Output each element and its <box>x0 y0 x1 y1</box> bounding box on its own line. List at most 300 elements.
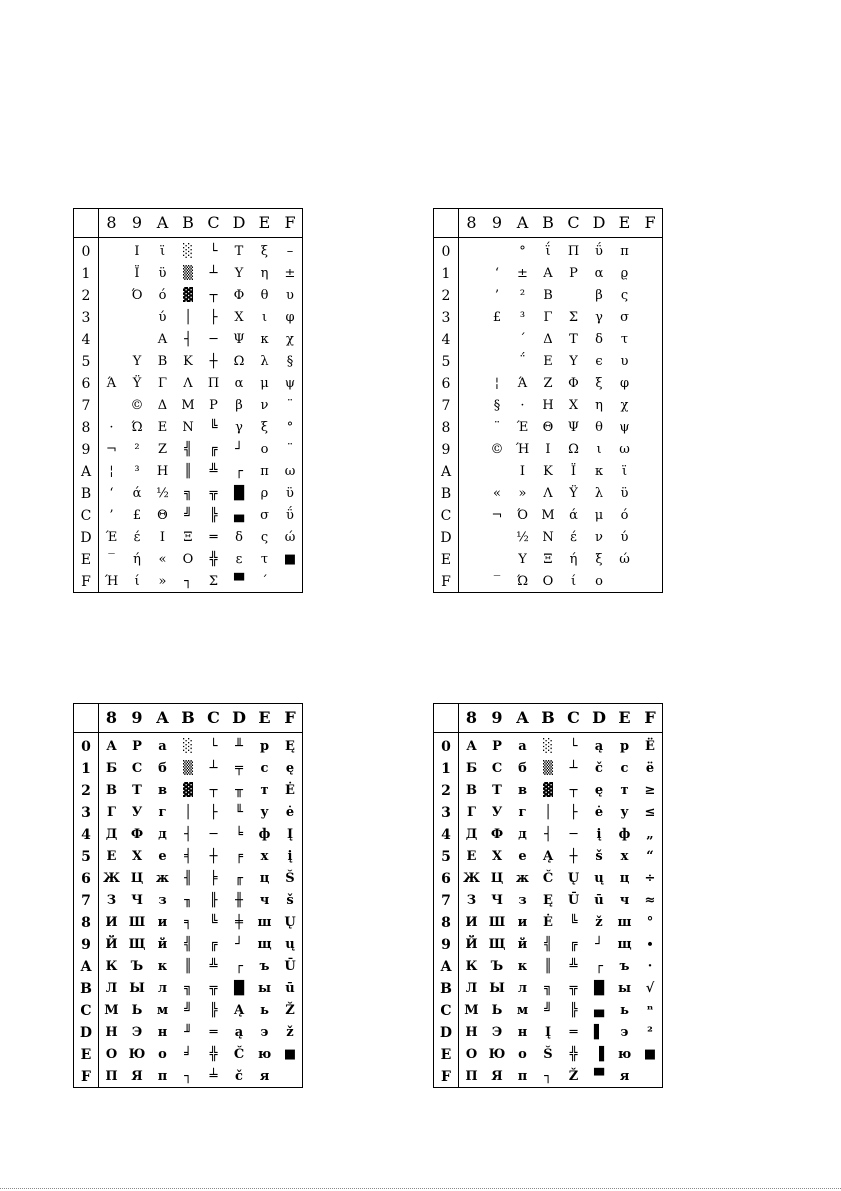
row-header: 1 <box>441 761 451 777</box>
char-cell: ▀ <box>234 574 244 589</box>
char-cell: š <box>286 893 294 908</box>
char-cell: Θ <box>157 508 168 523</box>
char-cell: π <box>260 464 269 479</box>
row-header: 6 <box>441 376 451 392</box>
char-cell: ╬ <box>569 1047 578 1062</box>
char-cell: ┤ <box>184 332 192 347</box>
char-cell: ▒ <box>183 266 193 281</box>
char-cell: ξ <box>595 376 603 391</box>
column-header: D <box>592 213 606 232</box>
page-bottom-rule <box>0 1188 841 1189</box>
char-cell: ° <box>646 915 654 930</box>
char-cell: в <box>517 783 528 798</box>
char-cell: Ф <box>490 827 504 842</box>
char-cell <box>459 395 484 417</box>
char-cell: Λ <box>543 486 553 501</box>
char-cell: κ <box>594 464 604 479</box>
char-cell: ╠ <box>209 1003 218 1018</box>
char-cell: И <box>465 915 478 930</box>
char-cell: ╝ <box>184 1003 192 1018</box>
char-cell: Й <box>105 937 118 952</box>
char-cell: Υ <box>234 266 244 281</box>
char-cell: · <box>520 398 525 413</box>
char-cell: δ <box>235 530 243 545</box>
char-cell: У <box>491 805 503 820</box>
char-cell: ο <box>260 442 269 457</box>
char-cell: ╔ <box>569 937 578 952</box>
char-cell: α <box>594 266 604 281</box>
char-cell: ę <box>594 783 604 798</box>
char-cell: Ξ <box>183 530 193 545</box>
char-cell: т <box>260 783 269 798</box>
char-cell: Μ <box>181 398 195 413</box>
char-cell: у <box>260 805 269 820</box>
char-cell: Б <box>105 761 118 776</box>
column-header: B <box>542 213 554 232</box>
char-cell <box>638 417 663 439</box>
char-cell: ÷ <box>644 871 656 886</box>
char-cell: Ε <box>543 354 553 369</box>
row-header: 0 <box>81 244 91 260</box>
char-cell: я <box>619 1069 630 1084</box>
char-cell: ž <box>286 1025 294 1040</box>
char-cell: З <box>106 893 117 908</box>
char-cell: Ч <box>491 893 503 908</box>
char-cell: δ <box>595 332 603 347</box>
char-cell: ┴ <box>209 266 218 281</box>
char-cell: Ν <box>182 420 194 435</box>
char-cell: с <box>260 761 269 776</box>
char-cell: έ <box>570 530 577 545</box>
char-cell: į <box>287 849 293 864</box>
char-cell: Τ <box>569 332 578 347</box>
row-header: 5 <box>441 849 451 865</box>
char-cell: ┐ <box>184 574 192 589</box>
char-cell: ι <box>261 310 268 325</box>
char-cell: ° <box>286 420 294 435</box>
char-cell: ╣ <box>184 442 192 457</box>
char-cell: « <box>158 552 167 567</box>
char-cell: Х <box>131 849 143 864</box>
row-header: A <box>80 959 92 975</box>
char-cell: С <box>131 761 143 776</box>
row-header: A <box>440 464 452 480</box>
char-cell: О <box>105 1047 118 1062</box>
char-cell <box>459 263 484 285</box>
char-cell: Μ <box>541 508 555 523</box>
char-cell: Н <box>105 1025 118 1040</box>
char-cell: Ц <box>130 871 144 886</box>
char-cell: Φ <box>233 288 245 303</box>
char-cell: г <box>158 805 167 820</box>
char-cell: Ώ <box>516 574 529 589</box>
char-cell: α <box>234 376 244 391</box>
char-cell <box>125 329 150 351</box>
char-cell <box>485 241 510 263</box>
char-cell: ╦ <box>209 486 218 501</box>
char-cell: ¬ <box>491 508 503 523</box>
char-cell: ░ <box>183 739 193 754</box>
char-cell: η <box>595 398 603 413</box>
char-cell: Ρ <box>209 398 218 413</box>
char-cell: ь <box>620 1003 629 1018</box>
row-header: B <box>440 486 452 502</box>
char-cell: Α <box>157 332 168 347</box>
char-cell: Ψ <box>567 420 580 435</box>
char-cell: ‾ <box>108 552 115 567</box>
char-cell: и <box>157 915 168 930</box>
char-cell: © <box>490 442 504 457</box>
row-header: E <box>440 1047 452 1063</box>
row-header: 9 <box>81 442 91 458</box>
char-cell: ά <box>132 486 142 501</box>
char-cell: щ <box>617 937 632 952</box>
char-cell: φ <box>619 376 630 391</box>
char-cell: П <box>105 1069 118 1084</box>
char-cell: М <box>104 1003 119 1018</box>
char-cell: ύ <box>158 310 167 325</box>
char-cell: о <box>518 1047 527 1062</box>
char-cell: К <box>105 959 118 974</box>
row-header: A <box>440 959 452 975</box>
row-header: F <box>441 574 451 590</box>
char-cell: ┼ <box>569 849 578 864</box>
char-cell: Ž <box>285 1003 295 1018</box>
char-cell: ⁿ <box>646 1003 654 1018</box>
row-header: F <box>441 1069 451 1085</box>
column-header: C <box>567 213 580 232</box>
char-cell: ╦ <box>569 981 578 996</box>
char-cell: ▄ <box>594 1003 604 1018</box>
char-cell: § <box>286 354 294 369</box>
column-header: E <box>618 708 631 727</box>
char-cell: М <box>464 1003 479 1018</box>
char-cell: О <box>465 1047 478 1062</box>
char-cell: Ρ <box>569 266 578 281</box>
char-cell: н <box>517 1025 528 1040</box>
char-cell <box>459 241 484 263</box>
char-cell: х <box>620 849 629 864</box>
char-cell: θ <box>595 420 603 435</box>
column-header: B <box>541 708 555 727</box>
char-cell: ╠ <box>209 508 218 523</box>
char-cell: Ο <box>542 574 554 589</box>
char-cell: ╖ <box>184 893 192 908</box>
char-cell: ’ <box>109 508 114 523</box>
char-cell: Δ <box>157 398 168 413</box>
char-cell: ‘ <box>109 486 114 501</box>
char-cell <box>459 461 484 483</box>
char-cell: ╔ <box>209 442 218 457</box>
char-cell: ┘ <box>595 937 603 952</box>
column-header: 9 <box>131 213 143 232</box>
char-cell: ¨ <box>493 420 501 435</box>
char-cell: « <box>493 486 501 501</box>
char-cell: λ <box>594 486 604 501</box>
char-cell: ╓ <box>235 871 243 886</box>
char-cell: š <box>595 849 603 864</box>
column-header: A <box>156 213 169 232</box>
char-cell: Ι <box>519 464 526 479</box>
char-cell: ū <box>285 981 295 996</box>
char-cell: ы <box>257 981 272 996</box>
char-cell <box>638 241 663 263</box>
char-cell: ‾ <box>493 574 501 589</box>
char-cell <box>459 549 484 571</box>
char-cell: У <box>131 805 143 820</box>
char-cell: х <box>260 849 269 864</box>
char-cell: Г <box>107 805 116 820</box>
char-cell <box>638 571 663 593</box>
char-cell: θ <box>260 288 269 303</box>
column-header: 8 <box>106 213 117 232</box>
char-cell <box>99 395 124 417</box>
char-cell: Κ <box>183 354 193 369</box>
column-header: C <box>207 708 220 727</box>
char-cell: ж <box>155 871 170 886</box>
char-cell: Ų <box>567 871 580 886</box>
char-cell: ║ <box>544 959 552 974</box>
char-cell: ο <box>595 574 603 589</box>
char-cell: ϋ <box>620 486 629 501</box>
row-header: F <box>81 574 91 590</box>
char-cell: ς <box>620 288 629 303</box>
char-cell: Ъ <box>130 959 144 974</box>
char-cell: ю <box>257 1047 272 1062</box>
char-cell: Ϊ <box>134 266 140 281</box>
char-cell: Τ <box>234 244 244 259</box>
char-cell: ≥ <box>644 783 656 798</box>
char-cell: ² <box>519 288 526 303</box>
char-cell: » <box>158 574 167 589</box>
char-cell: Š <box>285 871 295 886</box>
char-cell: Д <box>105 827 118 842</box>
char-cell: ω <box>619 442 630 457</box>
char-cell: ╚ <box>209 915 218 930</box>
char-cell <box>638 549 663 571</box>
char-cell: č <box>235 1069 243 1084</box>
char-cell: Ь <box>491 1003 503 1018</box>
char-cell: χ <box>620 398 629 413</box>
char-cell: Ν <box>542 530 554 545</box>
char-cell: л <box>157 981 168 996</box>
char-cell: Р <box>132 739 142 754</box>
char-cell: З <box>466 893 477 908</box>
column-header: F <box>284 213 296 232</box>
row-header: 9 <box>441 937 451 953</box>
char-cell: √ <box>645 981 655 996</box>
row-header: 2 <box>81 783 91 799</box>
row-header: 4 <box>441 332 451 348</box>
char-cell: Щ <box>128 937 146 952</box>
char-cell: ы <box>617 981 632 996</box>
char-cell <box>485 549 510 571</box>
char-cell: │ <box>184 805 192 820</box>
char-cell: ╣ <box>544 937 552 952</box>
char-cell: ч <box>259 893 270 908</box>
char-cell <box>638 395 663 417</box>
char-cell: Ж <box>462 871 481 886</box>
char-cell: ΰ <box>286 508 294 523</box>
char-cell: ь <box>260 1003 269 1018</box>
char-cell: Β <box>157 354 168 369</box>
char-cell <box>99 263 124 285</box>
char-cell: ┤ <box>184 827 192 842</box>
char-cell: ╔ <box>209 937 218 952</box>
char-cell: Η <box>156 464 169 479</box>
char-cell: ΰ <box>595 244 603 259</box>
char-cell: Х <box>491 849 503 864</box>
column-header: E <box>258 708 271 727</box>
row-header: 7 <box>81 893 91 909</box>
char-cell: ± <box>517 266 528 281</box>
char-cell: ½ <box>516 530 529 545</box>
char-cell: έ <box>133 530 141 545</box>
row-header: 2 <box>441 288 451 304</box>
greek-code-table-2 <box>433 208 663 593</box>
char-cell: Ъ <box>490 959 504 974</box>
char-cell: Ό <box>131 288 143 303</box>
char-cell: ╤ <box>235 761 243 776</box>
char-cell: ξ <box>595 552 603 567</box>
char-cell <box>638 483 663 505</box>
char-cell: ╙ <box>235 805 243 820</box>
char-cell <box>561 285 586 307</box>
char-cell <box>638 263 663 285</box>
char-cell: д <box>158 827 167 842</box>
row-header: 9 <box>81 937 91 953</box>
char-cell: Υ <box>569 354 578 369</box>
char-cell: ξ <box>260 244 269 259</box>
column-header: F <box>284 708 296 727</box>
column-header: F <box>644 708 656 727</box>
char-cell <box>612 571 637 593</box>
char-cell: ╟ <box>209 893 218 908</box>
column-header: D <box>232 213 246 232</box>
char-cell: и <box>517 915 528 930</box>
char-cell: ╘ <box>235 827 243 842</box>
char-cell: Ž <box>568 1069 579 1084</box>
char-cell: Α <box>543 266 553 281</box>
char-cell <box>638 505 663 527</box>
char-cell: ф <box>258 827 271 842</box>
char-cell: т <box>620 783 629 798</box>
char-cell: ╩ <box>569 959 578 974</box>
char-cell: Ξ <box>543 552 553 567</box>
char-cell: ╝ <box>544 1003 552 1018</box>
column-header: A <box>156 708 169 727</box>
char-cell: а <box>518 739 527 754</box>
char-cell: ┬ <box>209 783 218 798</box>
char-cell: ■ <box>283 552 297 567</box>
row-header: 6 <box>81 376 91 392</box>
char-cell: │ <box>544 805 552 820</box>
row-header: D <box>439 1025 453 1041</box>
char-cell: Ф <box>130 827 144 842</box>
char-cell: Ą <box>233 1003 245 1018</box>
char-cell: Σ <box>208 574 219 589</box>
char-cell: э <box>620 1025 629 1040</box>
char-cell <box>459 373 484 395</box>
char-cell: ≤ <box>644 805 656 820</box>
char-cell: м <box>156 1003 169 1018</box>
char-cell: Т <box>492 783 502 798</box>
row-divider <box>434 732 662 733</box>
row-header: C <box>80 1003 92 1019</box>
row-header: 8 <box>441 915 451 931</box>
row-header: 3 <box>81 310 91 326</box>
char-cell: Ю <box>488 1047 506 1062</box>
char-cell: ┘ <box>235 937 243 952</box>
char-cell: Р <box>492 739 502 754</box>
char-cell: Κ <box>543 464 553 479</box>
row-header: 3 <box>81 805 91 821</box>
row-divider <box>74 732 302 733</box>
char-cell: ┐ <box>184 1069 192 1084</box>
char-cell: Е <box>106 849 117 864</box>
column-header: B <box>181 708 195 727</box>
row-header: 1 <box>81 266 91 282</box>
char-cell: Ψ <box>233 332 245 347</box>
char-cell: · <box>647 959 653 974</box>
char-cell <box>459 307 484 329</box>
char-cell: Э <box>131 1025 143 1040</box>
char-cell: Η <box>542 398 554 413</box>
char-cell: ή <box>569 552 578 567</box>
row-header: E <box>80 1047 92 1063</box>
char-cell: ΅ <box>519 354 526 369</box>
char-cell: ύ <box>620 530 629 545</box>
char-cell: ╗ <box>544 981 552 996</box>
char-cell: Ą <box>542 849 554 864</box>
char-cell: ─ <box>209 332 218 347</box>
char-cell: ┬ <box>569 783 578 798</box>
char-cell: ─ <box>209 827 218 842</box>
char-cell: ┼ <box>209 354 218 369</box>
char-cell: ί <box>134 574 140 589</box>
row-header: F <box>81 1069 91 1085</box>
char-cell: ■ <box>643 1047 657 1062</box>
char-cell: Г <box>467 805 476 820</box>
char-cell: ≈ <box>644 893 656 908</box>
char-cell: ┴ <box>209 761 218 776</box>
column-header: C <box>207 213 220 232</box>
row-header: A <box>80 464 92 480</box>
char-cell: Я <box>131 1069 143 1084</box>
column-header: A <box>516 213 529 232</box>
char-cell: ¨ <box>286 398 294 413</box>
char-cell <box>99 285 124 307</box>
char-cell: э <box>260 1025 269 1040</box>
char-cell: ϊ <box>159 244 166 259</box>
char-cell: Υ <box>518 552 527 567</box>
char-cell: Ш <box>128 915 146 930</box>
char-cell: щ <box>257 937 272 952</box>
char-cell: Ū <box>567 893 580 908</box>
char-cell: ╚ <box>569 915 578 930</box>
char-cell: з <box>158 893 167 908</box>
row-header: 1 <box>441 266 451 282</box>
char-cell: – <box>286 244 294 259</box>
char-cell: Э <box>491 1025 503 1040</box>
column-header: E <box>258 213 271 232</box>
char-cell: ° <box>519 244 526 259</box>
char-cell: В <box>106 783 117 798</box>
row-header: C <box>440 508 452 524</box>
char-cell <box>638 461 663 483</box>
char-cell: ╦ <box>209 981 218 996</box>
char-cell: ╢ <box>184 871 192 886</box>
